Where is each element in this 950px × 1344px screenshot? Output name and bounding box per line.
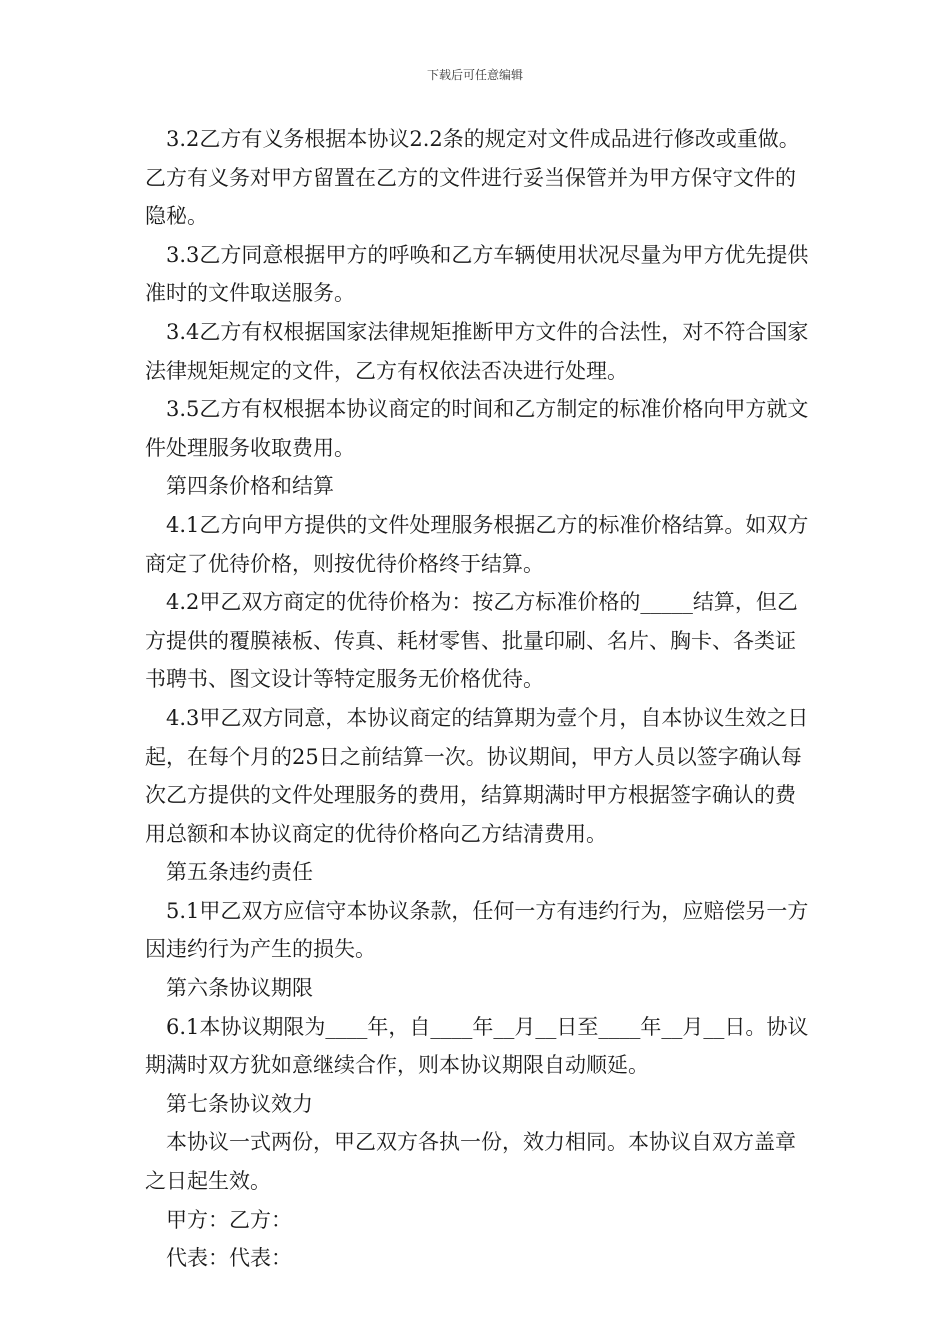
clause-5-1: 5.1甲乙双方应信守本协议条款，任何一方有违约行为，应赔偿另一方因违约行为产生的损失。 bbox=[145, 898, 809, 962]
article-6-heading: 第六条协议期限 bbox=[166, 976, 313, 1001]
clause-3-3: 3.3乙方同意根据甲方的呼唤和乙方车辆使用状况尽量为甲方优先提供准时的文件取送服务。 bbox=[145, 242, 809, 306]
clause-3-4: 3.4乙方有权根据国家法律规矩推断甲方文件的合法性，对不符合国家法律规矩规定的文件，乙方有权依法否决进行处理。 bbox=[145, 319, 809, 383]
clause-3-2: 3.2乙方有义务根据本协议2.2条的规定对文件成品进行修改或重做。乙方有义务对甲方留置在乙方的文件进行妥当保管并为甲方保守文件的隐秘。 bbox=[145, 127, 800, 229]
document-body bbox=[145, 120, 815, 1278]
agreement-copies-paragraph: 本协议一式两份，甲乙双方各执一份，效力相同。本协议自双方盖章之日起生效。 bbox=[145, 1130, 796, 1194]
clause-3-5: 3.5乙方有权根据本协议商定的时间和乙方制定的标准价格向甲方就文件处理服务收取费用。 bbox=[145, 397, 809, 460]
article-5-heading: 第五条违约责任 bbox=[166, 860, 313, 885]
signature-representatives-line: 代表：代表： bbox=[166, 1246, 292, 1271]
page-header: 下载后可任意编辑 bbox=[426, 68, 523, 82]
article-7-heading: 第七条协议效力 bbox=[166, 1091, 313, 1116]
clause-4-1: 4.1乙方向甲方提供的文件处理服务根据乙方的标准价格结算。如双方商定了优待价格，则按优待价格终于结算。 bbox=[145, 512, 809, 576]
clause-6-1: 6.1本协议期限为____年，自____年__月__日至____年__月__日。协议期满时双方犹如意继续合作，则本协议期限自动顺延。 bbox=[145, 1014, 809, 1078]
clause-4-2: 4.2甲乙双方商定的优待价格为：按乙方标准价格的_____结算，但乙方提供的覆膜裱板、传真、耗材零售、批量印刷、名片、胸卡、各类证书聘书、图文设计等特定服务无价格优待。 bbox=[145, 590, 798, 692]
signature-parties-line: 甲方：乙方： bbox=[166, 1207, 292, 1232]
article-4-heading: 第四条价格和结算 bbox=[166, 474, 334, 499]
clause-4-3: 4.3甲乙双方同意，本协议商定的结算期为壹个月，自本协议生效之日起，在每个月的25日之前结算一次。协议期间，甲方人员以签字确认每次乙方提供的文件处理服务的费用，结算期满时甲方根据签字确认的费用总额和本协议商定的优待价格向乙方结清费用。 bbox=[145, 705, 809, 846]
